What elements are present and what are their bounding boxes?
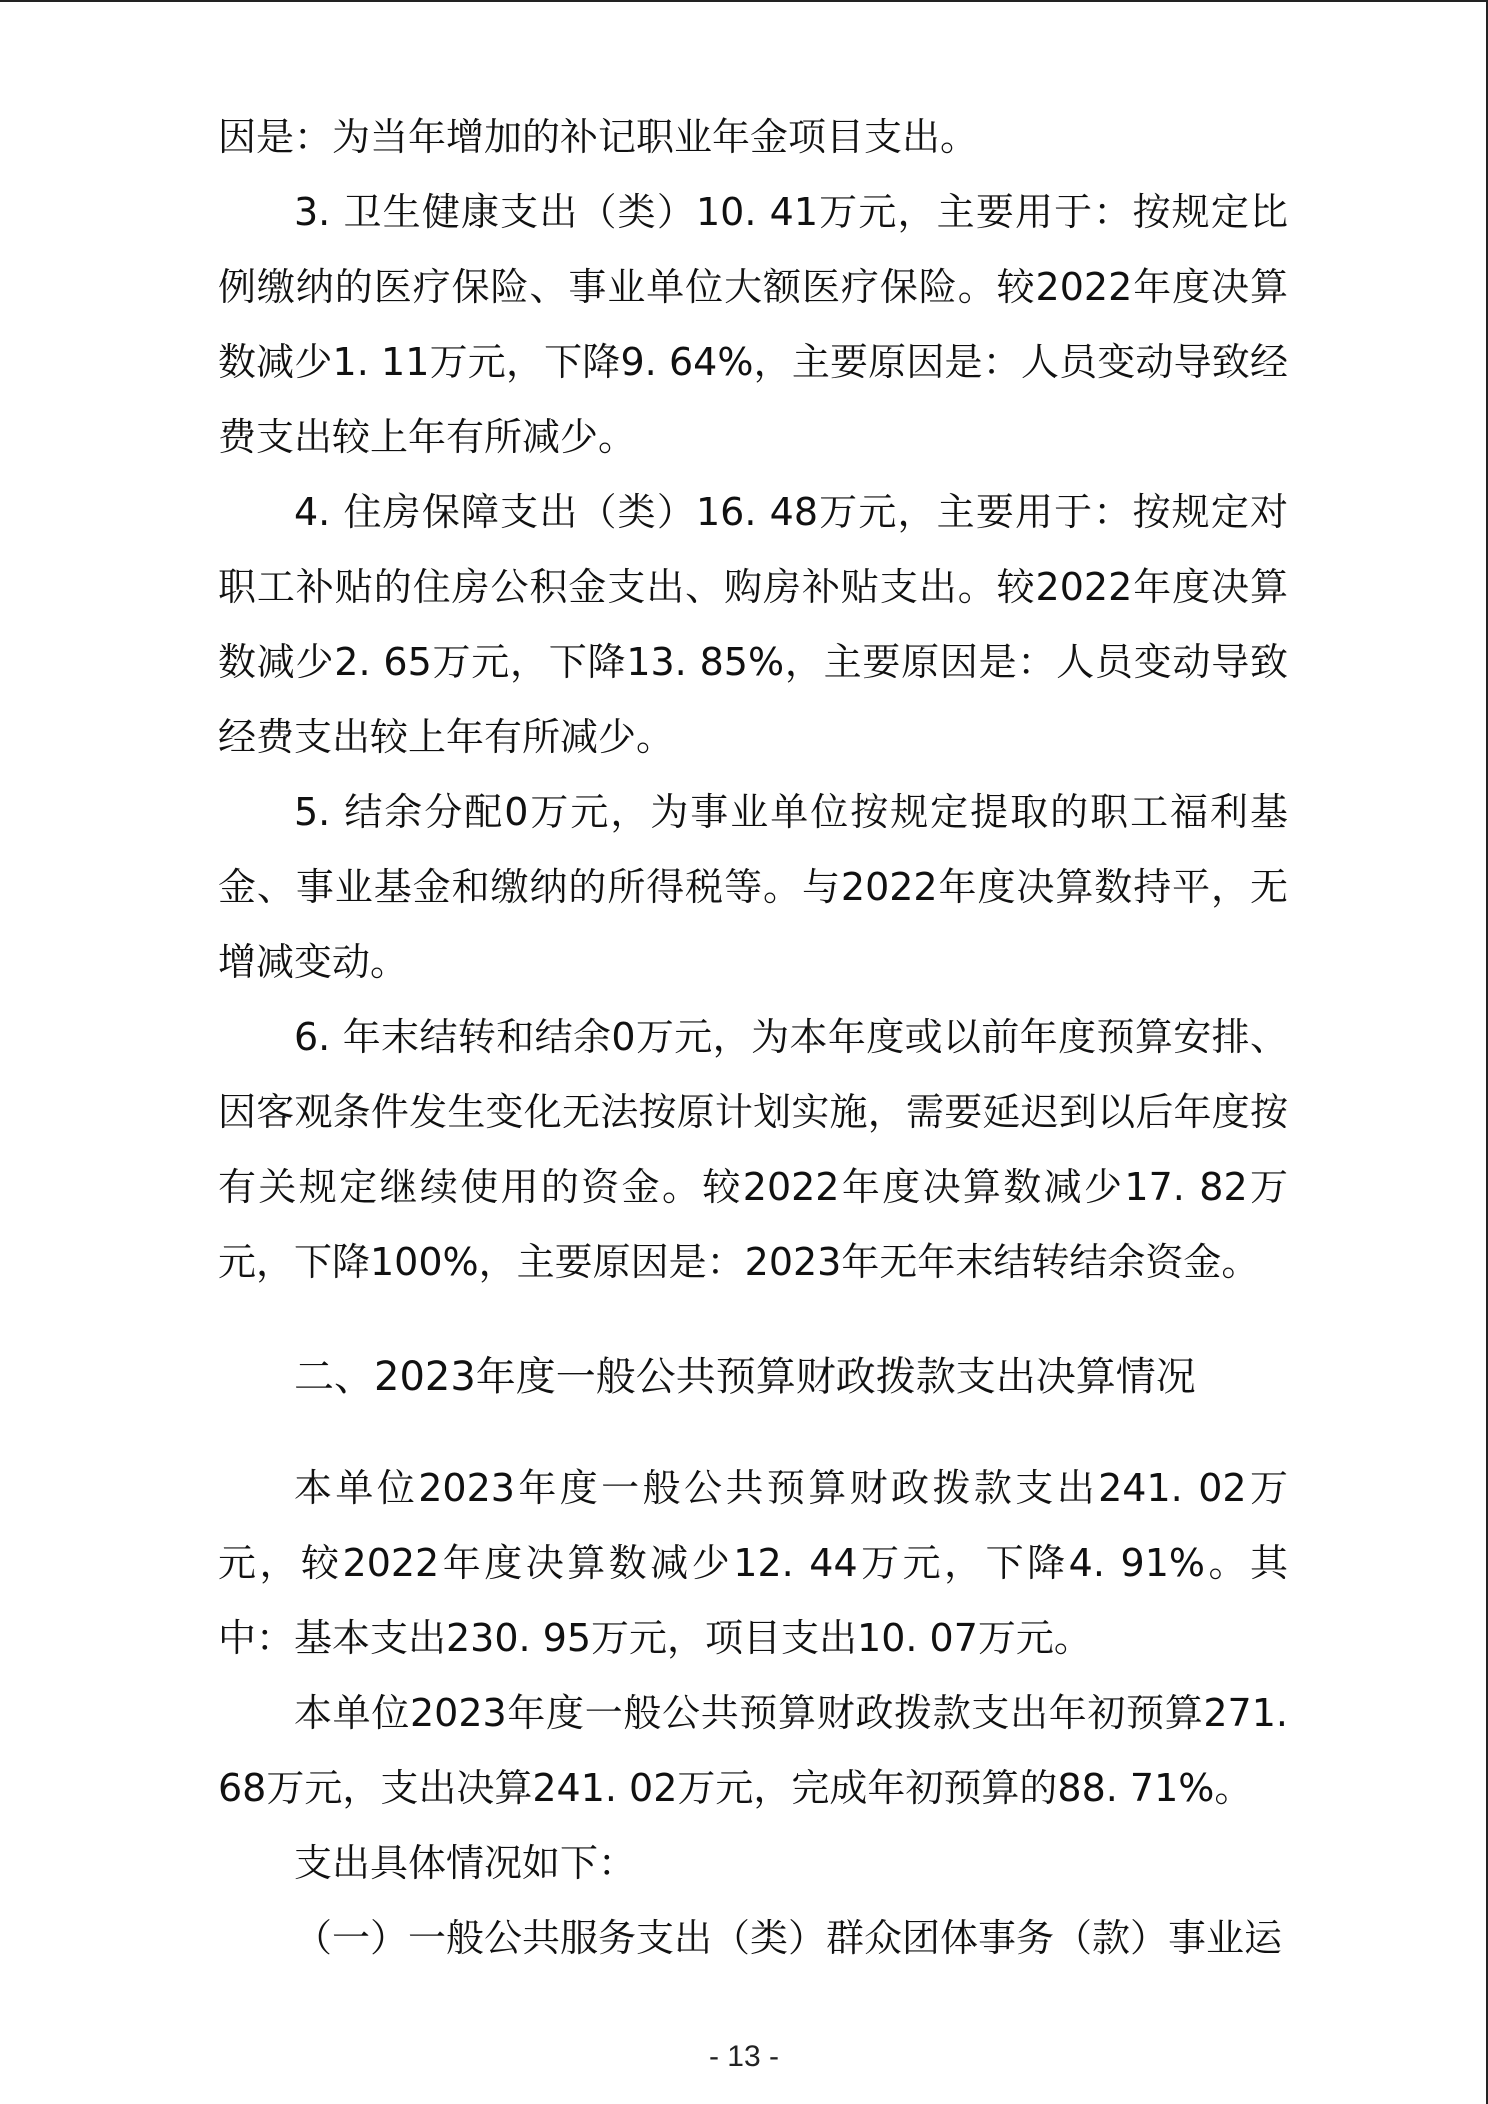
- paragraph-appropriation-summary: 本单位2023年度一般公共预算财政拨款支出241. 02万元，较2022年度决算数减少12. 44万元，下降4. 91%。其中：基本支出230. 95万元，项目支出10. 07万元。: [218, 1466, 1288, 1660]
- section-heading: 二、2023年度一般公共预算财政拨款支出决算情况: [294, 1354, 1196, 1400]
- paragraph-general-public-services: （一）一般公共服务支出（类）群众团体事务（款）事业运: [294, 1916, 1283, 1960]
- page-number: - 13 -: [708, 2040, 780, 2073]
- paragraph-health-expenditure: 3. 卫生健康支出（类）10. 41万元，主要用于：按规定比例缴纳的医疗保险、事业单位大额医疗保险。较2022年度决算数减少1. 11万元，下降9. 64%，主要原因是：人员变动导致经费支出较上年有所减少。: [218, 190, 1288, 459]
- document-body: [218, 100, 1288, 1976]
- paragraph-year-end-balance: 6. 年末结转和结余0万元，为本年度或以前年度预算安排、因客观条件发生变化无法按原计划实施，需要延迟到以后年度按有关规定继续使用的资金。较2022年度决算数减少17. 82万元，下降100%，主要原因是：2023年无年末结转结余资金。: [218, 1015, 1288, 1284]
- paragraph-budget-completion: 本单位2023年度一般公共预算财政拨款支出年初预算271. 68万元，支出决算241. 02万元，完成年初预算的88. 71%。: [218, 1691, 1288, 1810]
- paragraph-continuation: 因是：为当年增加的补记职业年金项目支出。: [218, 115, 979, 159]
- paragraph-surplus-distribution: 5. 结余分配0万元，为事业单位按规定提取的职工福利基金、事业基金和缴纳的所得税等。与2022年度决算数持平，无增减变动。: [218, 790, 1288, 984]
- paragraph-housing-expenditure: 4. 住房保障支出（类）16. 48万元，主要用于：按规定对职工补贴的住房公积金支出、购房补贴支出。较2022年度决算数减少2. 65万元，下降13. 85%，主要原因是：人员变动导致经费支出较上年有所减少。: [218, 490, 1288, 759]
- top-border-line: [0, 0, 1488, 2]
- paragraph-details-intro: 支出具体情况如下：: [294, 1841, 637, 1885]
